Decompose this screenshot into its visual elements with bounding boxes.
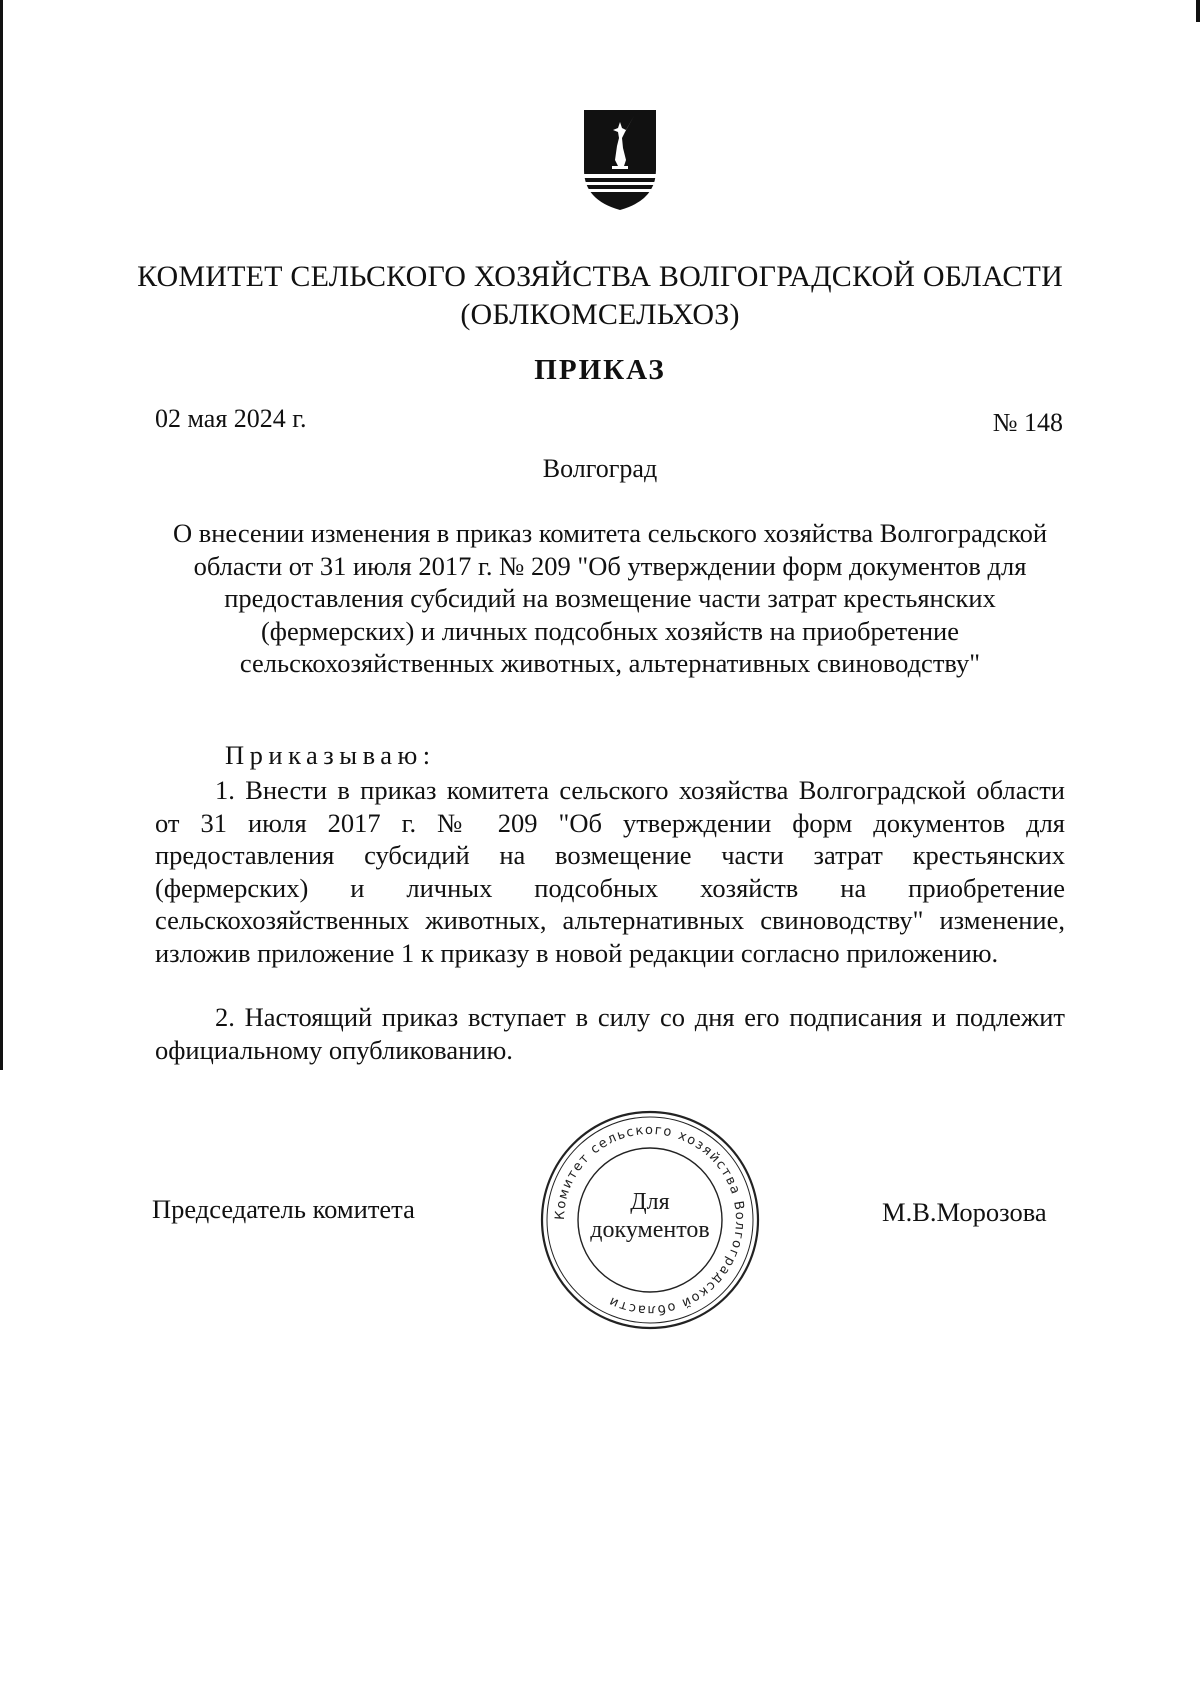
signer-position: Председатель комитета bbox=[152, 1194, 415, 1224]
order-city: Волгоград bbox=[542, 454, 658, 483]
organization-title bbox=[100, 258, 1100, 334]
decree-word: Приказываю: bbox=[225, 740, 436, 770]
organization-name: КОМИТЕТ СЕЛЬСКОГО ХОЗЯЙСТВА ВОЛГОГРАДСКОЙ ОБЛАСТИ bbox=[137, 260, 1063, 293]
organization-abbreviation: (ОБЛКОМСЕЛЬХОЗ) bbox=[460, 298, 740, 331]
scan-margin-mark bbox=[1196, 0, 1200, 22]
order-paragraph-1: 1. Внести в приказ комитета сельского хозяйства Волгоградской области от 31 июля 2017 г. № 209 "Об утверждении форм документов для предоставления субсидий на возмещение части затрат крестьянских (фермерских) и личных подсобных хозяйств на приобретение сельскохозяйственных животных, альтернативных свиноводству" изменение, изложив приложение 1 к приказу в новой редакции согласно приложению. bbox=[155, 775, 1065, 968]
signer-name: М.В.Морозова bbox=[882, 1197, 1047, 1227]
order-subject: О внесении изменения в приказ комитета сельского хозяйства Волгоградской области от 31 июля 2017 г. № 209 "Об утверждении форм документов для предоставления субсидий на возмещение части затрат крестьянских (фермерских) и личных подсобных хозяйств на приобретение сельскохозяйственных животных, альтернативных свиноводству" bbox=[172, 518, 1048, 678]
order-paragraph-2: 2. Настоящий приказ вступает в силу со дня его подписания и подлежит официальному опубликованию. bbox=[155, 1002, 1065, 1065]
volgograd-coat-of-arms-icon bbox=[582, 108, 658, 212]
seal-center-text bbox=[535, 1188, 765, 1244]
seal-center-line-2: документов bbox=[590, 1217, 710, 1243]
document-type-heading: ПРИКАЗ bbox=[534, 354, 666, 386]
seal-ring-text: Комитет сельского хозяйства Волгоградской области bbox=[552, 1122, 748, 1318]
order-number: № 148 bbox=[992, 408, 1063, 437]
order-date: 02 мая 2024 г. bbox=[155, 404, 307, 433]
seal-center-line-1: Для bbox=[630, 1189, 670, 1215]
scan-margin-mark bbox=[0, 0, 3, 1070]
